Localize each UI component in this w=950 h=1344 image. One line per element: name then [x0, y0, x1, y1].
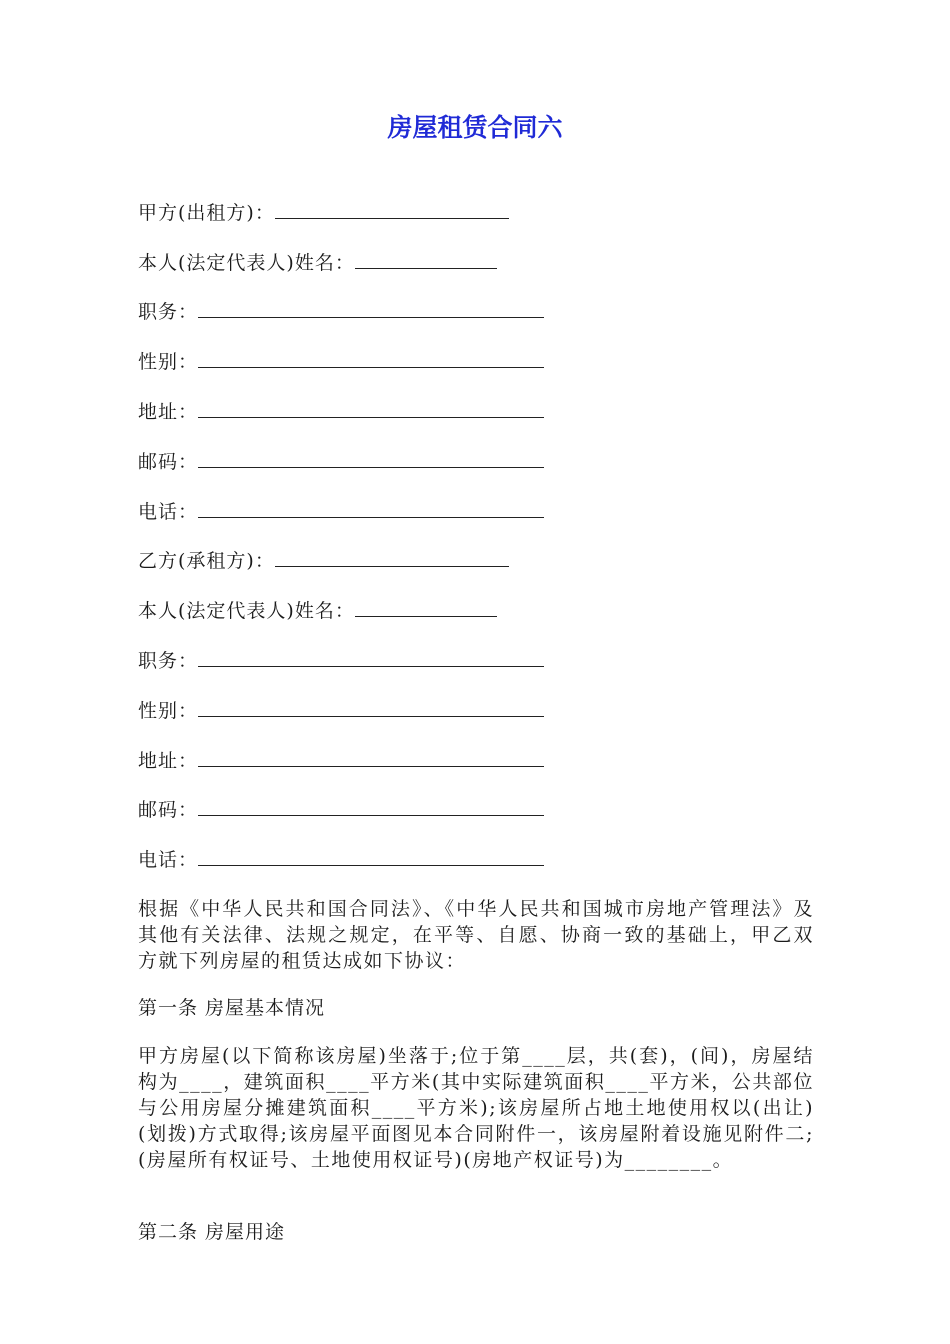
party-b-phone-label: 电话：: [138, 849, 199, 871]
party-a-name-field: [138, 200, 509, 225]
party-a-postcode-field: [138, 449, 544, 474]
party-a-phone-blank: [198, 499, 544, 518]
preamble-paragraph: 根据《中华人民共和国合同法》、《中华人民共和国城市房地产管理法》及其他有关法律、法规之规定，在平等、自愿、协商一致的基础上，甲乙双方就下列房屋的租赁达成如下协议：: [138, 898, 814, 972]
party-b-address-label: 地址：: [138, 750, 199, 772]
party-b-gender-label: 性别：: [138, 700, 199, 722]
party-b-rep-field: [138, 598, 497, 623]
party-b-rep-blank: [355, 598, 497, 617]
article-2-heading: 第二条 房屋用途: [138, 1221, 286, 1243]
party-a-position-blank: [198, 299, 544, 318]
party-a-address-label: 地址：: [138, 401, 199, 423]
party-a-gender-blank: [198, 349, 544, 368]
party-a-name-label: 甲方(出租方)：: [138, 202, 275, 224]
party-a-address-field: [138, 399, 544, 424]
party-b-postcode-blank: [198, 797, 544, 816]
article-1-body: 甲方房屋(以下简称该房屋)坐落于;位于第____层，共(套)，(间)，房屋结构为____，建筑面积____平方米(其中实际建筑面积____平方米，公共部位与公用房屋分摊建筑面积____平方米);该房屋所占地土地使用权以(出让)(划拨)方式取得;该房屋平面图见本合同附件一，该房屋附着设施见附件二;(房屋所有权证号、土地使用权证号)(房地产权证号)为________。: [138, 1045, 814, 1171]
party-a-gender-label: 性别：: [138, 351, 199, 373]
party-a-address-blank: [198, 399, 544, 418]
page-title: 房屋租赁合同六: [387, 113, 563, 142]
party-b-phone-field: [138, 847, 544, 872]
party-a-postcode-label: 邮码：: [138, 451, 199, 473]
party-b-gender-blank: [198, 698, 544, 717]
party-a-rep-field: [138, 250, 497, 275]
party-b-rep-label: 本人(法定代表人)姓名：: [138, 600, 355, 622]
party-b-gender-field: [138, 698, 544, 723]
party-a-position-label: 职务：: [138, 301, 199, 323]
party-b-postcode-field: [138, 797, 544, 822]
party-a-gender-field: [138, 349, 544, 374]
party-a-phone-field: [138, 499, 544, 524]
party-b-phone-blank: [198, 847, 544, 866]
party-b-position-label: 职务：: [138, 650, 199, 672]
party-a-phone-label: 电话：: [138, 501, 199, 523]
party-b-name-label: 乙方(承租方)：: [138, 550, 275, 572]
party-b-address-field: [138, 748, 544, 773]
article-1-heading: 第一条 房屋基本情况: [138, 997, 326, 1019]
party-b-postcode-label: 邮码：: [138, 799, 199, 821]
party-a-rep-label: 本人(法定代表人)姓名：: [138, 252, 355, 274]
party-b-position-blank: [198, 648, 544, 667]
party-b-address-blank: [198, 748, 544, 767]
party-b-position-field: [138, 648, 544, 673]
party-b-name-blank: [275, 548, 509, 567]
party-a-position-field: [138, 299, 544, 324]
party-a-rep-blank: [355, 250, 497, 269]
party-b-name-field: [138, 548, 509, 573]
party-a-name-blank: [275, 200, 509, 219]
party-a-postcode-blank: [198, 449, 544, 468]
